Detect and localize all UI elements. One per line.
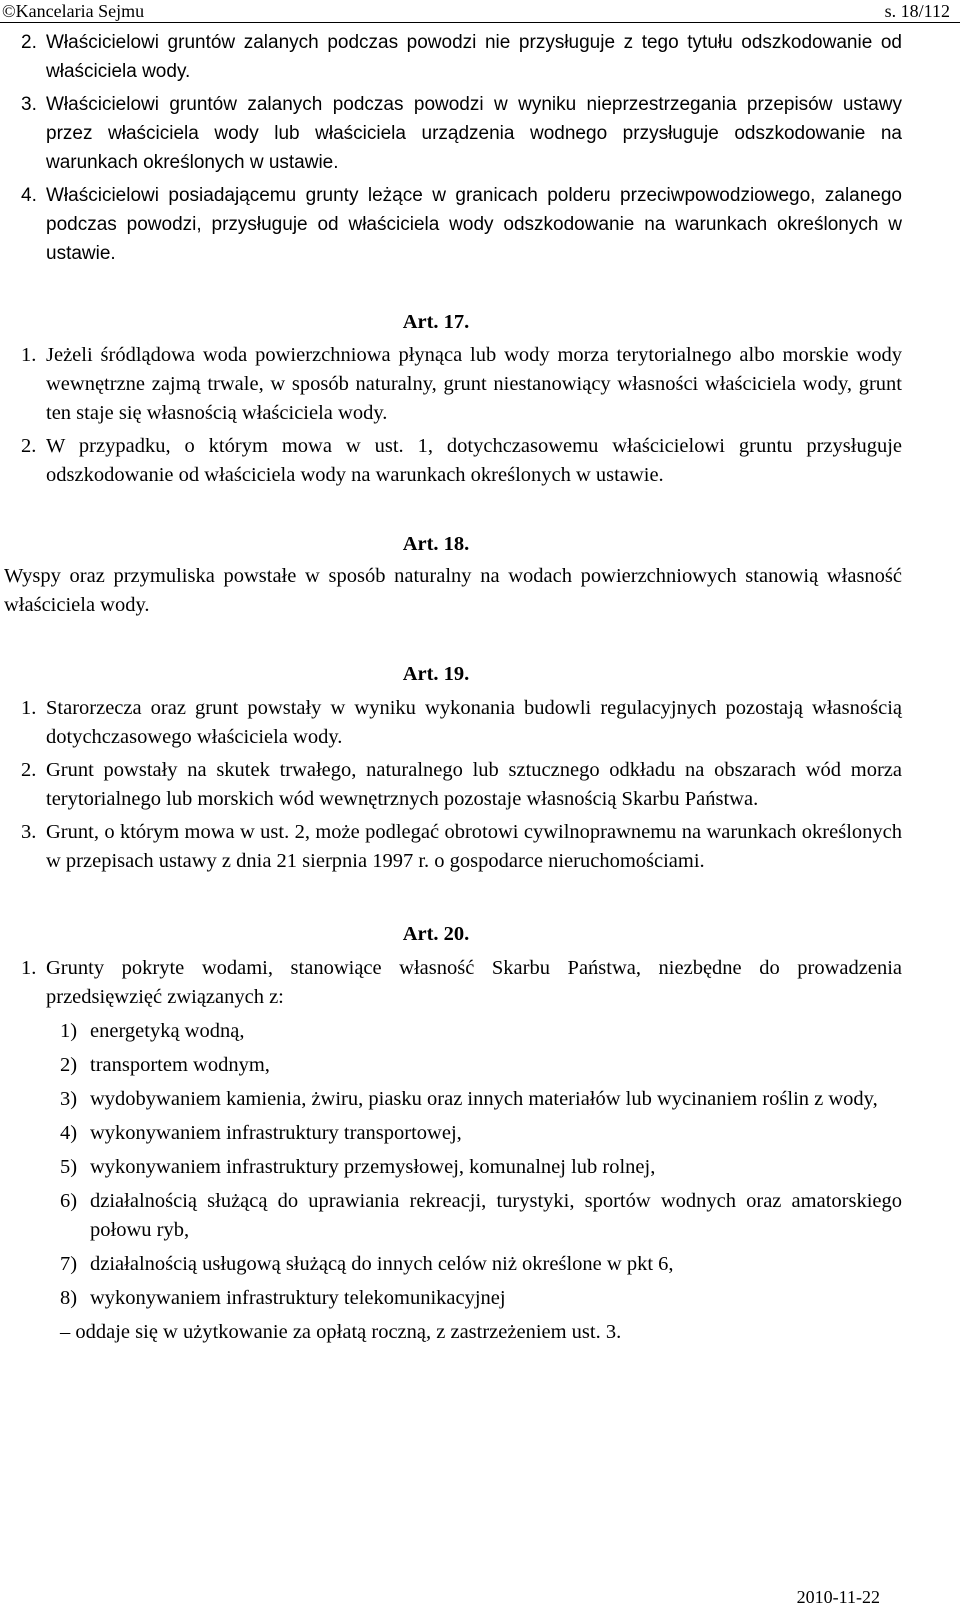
list-item-text: wykonywaniem infrastruktury telekomunikacyjnej — [90, 1287, 506, 1309]
paragraph-text: Grunt, o którym mowa w ust. 2, może podlegać obrotowi cywilnoprawnemu na warunkach określonych w przepisach ustawy z dnia 21 sierpnia 1997 r. o gospodarce nieruchomościami. — [46, 821, 902, 872]
list-item — [52, 1017, 902, 1046]
list-item — [52, 1051, 902, 1080]
paragraph-number: 1. — [21, 957, 37, 979]
paragraph-text: W przypadku, o którym mowa w ust. 1, dotychczasowemu właścicielowi gruntu przysługuje odszkodowanie od właściciela wody na warunkach określonych w ustawie. — [46, 435, 902, 486]
list-item-text: transportem wodnym, — [90, 1054, 270, 1076]
paragraph-3 — [21, 90, 902, 177]
list-item-text: działalnością usługową służącą do innych celów niż określone w pkt 6, — [90, 1253, 674, 1275]
list-item-number: 1) — [60, 1020, 78, 1042]
list-item — [52, 1119, 902, 1148]
paragraph-number: 3. — [21, 821, 37, 843]
paragraph-text: Właścicielowi gruntów zalanych podczas powodzi w wyniku nieprzestrzegania przepisów ustawy przez właściciela wody lub właściciela urządzenia wodnego przysługuje odszkodowanie na warunkach określonych w ustawie. — [46, 94, 902, 173]
list-item-number: 5) — [60, 1156, 78, 1178]
list-item — [52, 1153, 902, 1182]
paragraph-text: Właścicielowi posiadającemu grunty leżące w granicach polderu przeciwpowodziowego, zalanego podczas powodzi, przysługuje od właściciela wody odszkodowanie na warunkach określonych w ustawie. — [46, 185, 902, 264]
paragraph-number: 2. — [21, 759, 37, 781]
list-item-number: 7) — [60, 1253, 78, 1275]
article-19-title: Art. 19. — [402, 663, 470, 685]
paragraph-text: Jeżeli śródlądowa woda powierzchniowa płynąca lub wody morza terytorialnego albo morskie wody wewnętrzne zajmą trwale, w sposób naturalny, grunt niestanowiący własności właściciela wody, grunt ten staje się własnością właściciela wody. — [46, 344, 902, 424]
list-item — [52, 1284, 902, 1313]
art19-paragraph-1 — [21, 694, 902, 752]
publisher-label: ©Kancelaria Sejmu — [2, 1, 145, 21]
article-18-title: Art. 18. — [402, 533, 470, 555]
art19-paragraph-2 — [21, 756, 902, 814]
art17-paragraph-2 — [21, 432, 902, 490]
list-item-number: 4) — [60, 1122, 78, 1144]
list-item — [52, 1250, 902, 1279]
paragraph-2 — [21, 28, 902, 86]
list-item-text: wykonywaniem infrastruktury transportowej, — [90, 1122, 462, 1144]
page-number: s. 18/112 — [884, 1, 950, 21]
art17-paragraph-1 — [21, 341, 902, 428]
list-item-number: 8) — [60, 1287, 78, 1309]
art20-paragraph-1 — [21, 954, 902, 1012]
paragraph-number: 1. — [21, 344, 37, 366]
list-item-text: wykonywaniem infrastruktury przemysłowej, komunalnej lub rolnej, — [90, 1156, 656, 1178]
art18-text: Wyspy oraz przymuliska powstałe w sposób naturalny na wodach powierzchniowych stanowią własność właściciela wody. — [4, 565, 902, 616]
paragraph-text: Grunt powstały na skutek trwałego, naturalnego lub sztucznego odkładu na obszarach wód morza terytorialnego lub morskich wód wewnętrznych pozostaje własnością Skarbu Państwa. — [46, 759, 902, 810]
list-item-number: 2) — [60, 1054, 78, 1076]
page-header — [0, 0, 960, 23]
list-item-number: 3) — [60, 1088, 78, 1110]
document-body — [0, 28, 960, 1347]
paragraph-text: Właścicielowi gruntów zalanych podczas powodzi nie przysługuje z tego tytułu odszkodowanie od właściciela wody. — [46, 32, 902, 82]
paragraph-text: Starorzecza oraz grunt powstały w wyniku wykonania budowli regulacyjnych pozostają własnością dotychczasowego właściciela wody. — [46, 697, 902, 748]
paragraph-number: 3. — [21, 94, 37, 115]
page-footer-date: 2010-11-22 — [796, 1587, 880, 1607]
paragraph-number: 4. — [21, 185, 37, 206]
article-17-title: Art. 17. — [402, 311, 470, 333]
paragraph-4 — [21, 181, 902, 268]
list-item-text: energetyką wodną, — [90, 1020, 245, 1042]
paragraph-number: 1. — [21, 697, 37, 719]
art19-paragraph-3 — [21, 818, 902, 876]
list-item-text: wydobywaniem kamienia, żwiru, piasku oraz innych materiałów lub wycinaniem roślin z wody, — [90, 1088, 878, 1110]
article-20-title: Art. 20. — [402, 923, 470, 945]
paragraph-text: Grunty pokryte wodami, stanowiące własność Skarbu Państwa, niezbędne do prowadzenia przedsięwzięć związanych z: — [46, 957, 902, 1008]
list-item-text: działalnością służącą do uprawiania rekreacji, turystyki, sportów wodnych oraz amatorskiego połowu ryb, — [90, 1190, 902, 1241]
list-item — [52, 1187, 902, 1245]
paragraph-number: 2. — [21, 435, 37, 457]
list-item — [52, 1085, 902, 1114]
list-item-number: 6) — [60, 1190, 78, 1212]
art20-closing-line: – oddaje się w użytkowanie za opłatą roczną, z zastrzeżeniem ust. 3. — [60, 1321, 622, 1343]
paragraph-number: 2. — [21, 32, 37, 53]
